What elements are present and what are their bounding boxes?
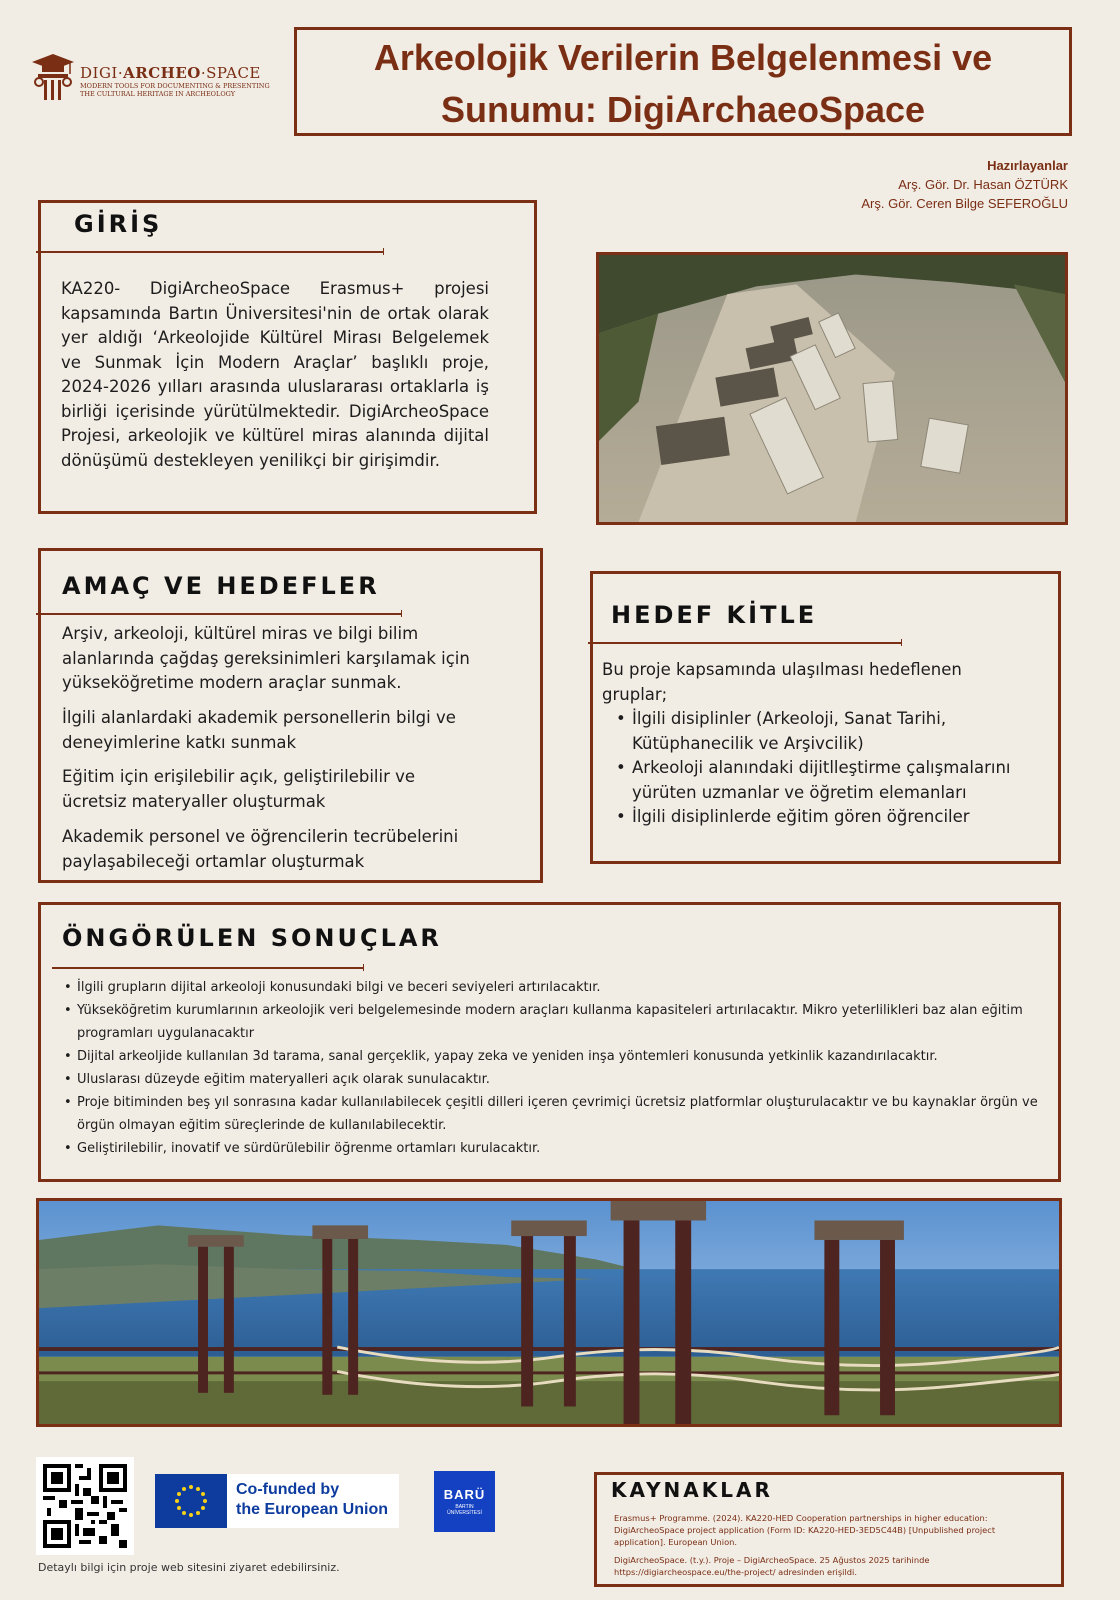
list-item: • Arkeoloji alanındaki dijitlleştirme çalışmalarını yürüten uzmanlar ve öğretim elemanları: [604, 756, 1029, 805]
authors-label: Hazırlayanlar: [987, 158, 1068, 173]
eu-flag-icon: [155, 1474, 227, 1528]
hedef-heading: HEDEF KİTLE: [611, 601, 818, 629]
kaynaklar-heading: KAYNAKLAR: [611, 1478, 773, 1502]
eu-cofunded-logo: [155, 1474, 399, 1528]
logo-tagline: MODERN TOOLS FOR DOCUMENTING & PRESENTING THE CULTURAL HERITAGE IN ARCHEOLOGY: [80, 82, 270, 98]
project-logo: [30, 52, 270, 104]
list-item: • Dijital arkeoljide kullanılan 3d tarama, sanal gerçeklik, yapay zeka ve yeniden inşa yöntemleri konusunda yetkinlik kazandırılacaktır.: [62, 1045, 1047, 1068]
poster-title: Arkeolojik Verilerin Belgelenmesi ve Sunumu: DigiArchaeoSpace: [373, 37, 993, 130]
list-item: • Proje bitiminden beş yıl sonrasına kadar kullanılabilecek çeşitli dilleri içeren çevrimiçi ücretsiz platformlar oluşturulacaktır ve bu kaynaklar örgün ve örgün olmayan eğitim süreçlerinde de kullanılabilecektir.: [62, 1091, 1047, 1137]
list-item: • İlgili disiplinlerde eğitim gören öğrenciler: [604, 805, 1029, 830]
list-item: • İlgili disiplinler (Arkeoloji, Sanat Tarihi, Kütüphanecilik ve Arşivcilik): [604, 707, 1029, 756]
poster-title-box: [294, 27, 1072, 136]
reference: DigiArcheoSpace. (t.y.). Proje – DigiArcheoSpace. 25 Ağustos 2025 tarihinde https://digiarcheospace.eu/the-project/ adresinden erişildi.: [614, 1555, 930, 1577]
kaynaklar-refs: [614, 1512, 1034, 1578]
list-item: • İlgili grupların dijital arkeoloji konusundaki bilgi ve beceri seviyeleri artırılacaktır.: [62, 976, 1047, 999]
reference: Erasmus+ Programme. (2024). KA220-HED Cooperation partnerships in higher education: DigiArcheoSpace project application (Form ID: KA220-HED-3ED5C44B) [Unpublished project application]. European Union.: [614, 1513, 996, 1547]
logo-wordmark: DIGI·ARCHEO·SPACE: [80, 64, 261, 82]
author-name: Arş. Gör. Dr. Hasan ÖZTÜRK: [898, 177, 1068, 192]
baru-name: BARÜ: [443, 1487, 486, 1502]
baru-sub2: ÜNİVERSİTESİ: [447, 1510, 482, 1516]
amac-item: Eğitim için erişilebilir açık, geliştirilebilir ve ücretsiz materyaller oluşturmak: [62, 767, 416, 811]
amac-item: Akademik personel ve öğrencilerin tecrübelerini paylaşabileceği ortamlar oluşturmak: [62, 827, 459, 871]
heading-underline: [36, 613, 402, 615]
authors-block: [861, 156, 1068, 213]
giris-heading: GİRİŞ: [74, 210, 163, 238]
list-item: • Yükseköğretim kurumlarının arkeolojik veri belgelemesinde modern araçları kullanma kapasiteleri artırılacaktır. Mikro yeterlilikleri baz alan eğitim programları uygulanacaktır: [62, 999, 1047, 1045]
excavation-site-photo: [596, 252, 1068, 525]
heading-underline: [588, 642, 902, 644]
list-item: • Uluslarası düzeyde eğitim materyalleri açık olarak sunulacaktır.: [62, 1068, 1047, 1091]
list-item: • Geliştirilebilir, inovatif ve sürdürülebilir öğrenme ortamları kurulacaktır.: [62, 1137, 1047, 1160]
heading-underline: [36, 251, 384, 253]
giris-text: KA220- DigiArcheoSpace Erasmus+ projesi kapsamında Bartın Üniversitesi'nin de ortak olarak yer aldığı ‘Arkeolojide Kültürel Mirası Belgelemek ve Sunmak İçin Modern Araçlar’ başlıklı proje, 2024-2026 yılları arasında uluslararası ortaklarla iş birliği içerisinde yürütülmektedir. DigiArcheoSpace Projesi, arkeolojik ve kültürel miras alanında dijital dönüşümü destekleyen yenilikçi bir girişimdir.: [61, 279, 489, 470]
graduation-cap-column-icon: [30, 52, 76, 104]
eu-line2: the European Union: [236, 1501, 388, 1518]
sonuclar-list: [62, 976, 1047, 1160]
sonuclar-heading: ÖNGÖRÜLEN SONUÇLAR: [62, 924, 442, 952]
bartin-university-logo: [434, 1471, 495, 1532]
hedef-intro: Bu proje kapsamında ulaşılması hedeflenen gruplar;: [602, 660, 962, 704]
amac-item: İlgili alanlardaki akademik personellerin bilgi ve deneyimlerine katkı sunmak: [62, 708, 456, 752]
footer-note: Detaylı bilgi için proje web sitesini ziyaret edebilirsiniz.: [38, 1561, 340, 1574]
qr-code[interactable]: [36, 1457, 134, 1555]
amac-heading: AMAÇ VE HEDEFLER: [62, 572, 380, 600]
amac-item: Arşiv, arkeoloji, kültürel miras ve bilgi bilim alanlarında çağdaş gereksinimleri karşılamak için yükseköğretime modern araçlar sunmak.: [62, 624, 470, 692]
eu-line1: Co-funded by: [236, 1481, 340, 1498]
ancient-columns-photo: [36, 1198, 1062, 1427]
hedef-list: [604, 707, 1029, 830]
heading-underline: [52, 967, 364, 969]
author-name: Arş. Gör. Ceren Bilge SEFEROĞLU: [861, 196, 1068, 211]
baru-sub1: BARTIN: [455, 1504, 474, 1510]
